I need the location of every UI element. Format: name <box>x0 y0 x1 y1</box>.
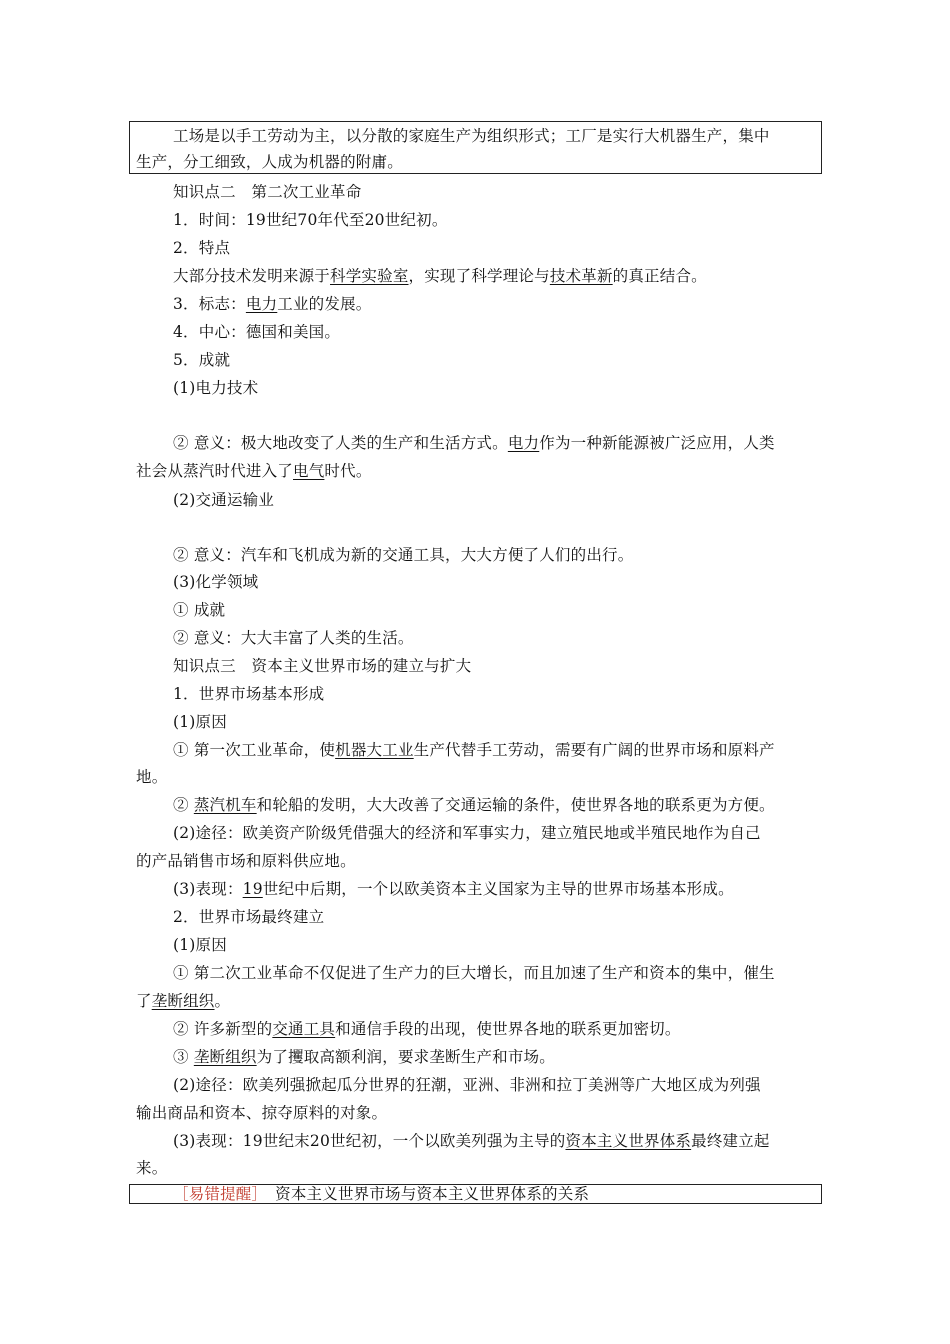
kp2-center: 4．中心：德国和美国。 <box>173 323 341 341</box>
kp2-chem-significance: ② 意义：大大丰富了人类的生活。 <box>173 629 414 647</box>
answer-blank: 资本主义世界体系 <box>565 1132 692 1150</box>
kp3-s1-r2: ② 蒸汽机车和轮船的发明，大大改善了交通运输的条件，使世界各地的联系更为方便。 <box>173 796 775 814</box>
kp2-elec-significance: ② 意义：极大地改变了人类的生产和生活方式。电力作为一种新能源被广泛应用，人类 <box>173 434 775 452</box>
kp3-s2-show: (3)表现：19世纪末20世纪初，一个以欧美列强为主导的资本主义世界体系最终建立起 <box>173 1132 770 1150</box>
kp2-feature-text: 大部分技术发明来源于科学实验室，实现了科学理论与技术革新的真正结合。 <box>173 267 707 285</box>
answer-blank: 电力 <box>507 434 540 452</box>
kp2-elec: (1)电力技术 <box>173 379 259 397</box>
kp3-s2-show-cont: 来。 <box>136 1159 168 1177</box>
note-box-line-2: 生产，分工细致，人成为机器的附庸。 <box>136 153 403 171</box>
tip-line <box>173 1180 589 1208</box>
kp3-s1-reason: (1)原因 <box>173 713 227 731</box>
answer-blank: 科学实验室 <box>330 267 409 285</box>
kp2-achievements: 5．成就 <box>173 351 231 369</box>
kp3-s2: 2．世界市场最终建立 <box>173 908 325 926</box>
kp2-time: 1．时间：19世纪70年代至20世纪初。 <box>173 211 448 229</box>
kp3-s1-way: (2)途径：欧美资产阶级凭借强大的经济和军事实力，建立殖民地或半殖民地作为自己 <box>173 824 761 842</box>
section-title-kp2: 知识点二 第二次工业革命 <box>173 183 362 201</box>
note-box-line-1: 工场是以手工劳动为主，以分散的家庭生产为组织形式；工厂是实行大机器生产，集中 <box>173 127 770 145</box>
kp2-traffic-significance: ② 意义：汽车和飞机成为新的交通工具，大大方便了人们的出行。 <box>173 546 634 564</box>
kp3-s2-way-cont: 输出商品和资本、掠夺原料的对象。 <box>136 1104 388 1122</box>
kp3-s1-way-cont: 的产品销售市场和原料供应地。 <box>136 852 356 870</box>
kp2-chem: (3)化学领域 <box>173 573 259 591</box>
kp3-s2-r3: ③ 垄断组织为了攫取高额利润，要求垄断生产和市场。 <box>173 1048 555 1066</box>
kp2-elec-significance-2: 社会从蒸汽时代进入了电气时代。 <box>136 462 372 480</box>
kp3-s2-r1: ① 第二次工业革命不仅促进了生产力的巨大增长，而且加速了生产和资本的集中，催生 <box>173 964 775 982</box>
kp2-sign: 3．标志：电力工业的发展。 <box>173 295 372 313</box>
answer-blank: 技术革新 <box>549 267 613 285</box>
kp3-s2-r2: ② 许多新型的交通工具和通信手段的出现，使世界各地的联系更加密切。 <box>173 1020 681 1038</box>
answer-blank: 蒸汽机车 <box>193 796 257 814</box>
kp3-s1-show: (3)表现：19世纪中后期，一个以欧美资本主义国家为主导的世界市场基本形成。 <box>173 880 734 898</box>
answer-blank: 机器大工业 <box>335 741 414 759</box>
kp3-s1: 1．世界市场基本形成 <box>173 685 325 703</box>
answer-blank: 电气 <box>293 462 325 480</box>
kp3-s1-r1: ① 第一次工业革命，使机器大工业生产代替手工劳动，需要有广阔的世界市场和原料产 <box>173 741 775 759</box>
section-title-kp3: 知识点三 资本主义世界市场的建立与扩大 <box>173 657 472 675</box>
answer-blank: 电力 <box>245 295 278 313</box>
tip-text: 资本主义世界市场与资本主义世界体系的关系 <box>259 1185 590 1203</box>
kp3-s2-r1-cont: 了垄断组织。 <box>136 992 231 1010</box>
kp3-s2-reason: (1)原因 <box>173 936 227 954</box>
kp2-chem-achievement: ① 成就 <box>173 601 226 619</box>
kp3-s1-r1-cont: 地。 <box>136 768 168 786</box>
kp2-feature-title: 2．特点 <box>173 239 231 257</box>
answer-blank: 交通工具 <box>272 1020 336 1038</box>
answer-blank: 垄断组织 <box>151 992 215 1010</box>
tip-tag: ［易错提醒］ <box>173 1185 260 1203</box>
answer-blank: 19 <box>242 880 263 898</box>
kp2-traffic: (2)交通运输业 <box>173 491 275 509</box>
kp3-s2-way: (2)途径：欧美列强掀起瓜分世界的狂潮，亚洲、非洲和拉丁美洲等广大地区成为列强 <box>173 1076 761 1094</box>
answer-blank: 垄断组织 <box>193 1048 257 1066</box>
